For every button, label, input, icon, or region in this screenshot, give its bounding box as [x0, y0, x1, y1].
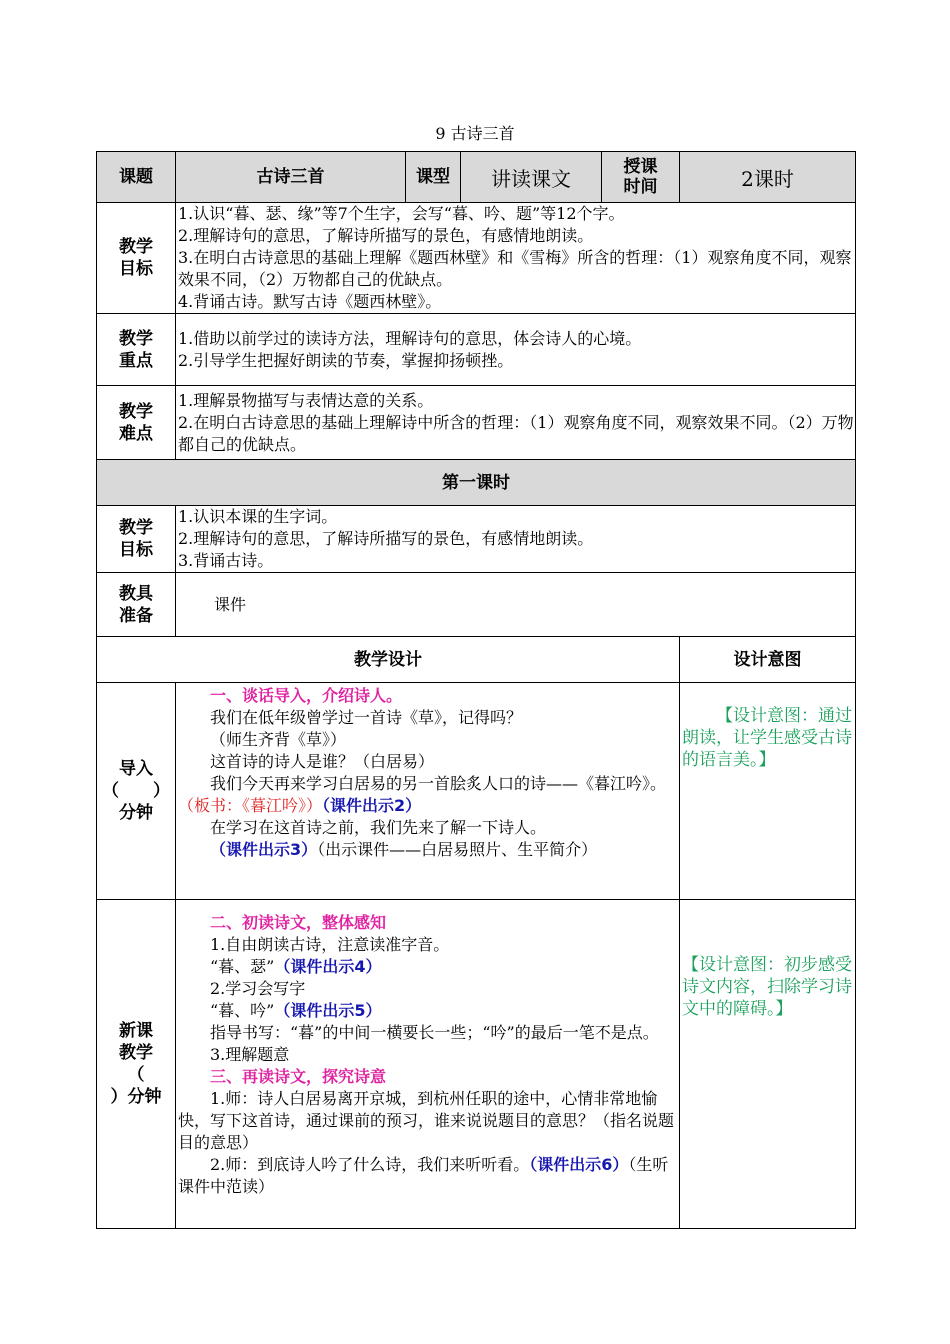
hours-label-line-2: 时间	[623, 177, 658, 197]
key-points-content	[176, 314, 856, 386]
newlesson-label	[97, 900, 176, 1229]
slide-ref: （课件出示3）	[210, 840, 318, 859]
slide-ref: （课件出示2）	[322, 796, 422, 815]
lesson1-goals-content	[176, 506, 856, 573]
newlesson-paragraph	[178, 956, 678, 978]
intro-paragraph	[178, 839, 678, 861]
lesson1-goal-item: 2.理解诗句的意思，了解诗所描写的景色，有感情地朗读。	[178, 529, 594, 548]
hours-label	[602, 152, 680, 203]
difficulties-label	[97, 386, 176, 460]
newlesson-label-line-2: 教学	[119, 1043, 153, 1063]
newlesson-paragraph: 3.理解题意	[210, 1045, 290, 1064]
newlesson-intent-text: 【设计意图：初步感受诗文内容，扫除学习诗文中的障碍。】	[682, 955, 852, 1019]
lesson1-goal-item: 1.认识本课的生字词。	[178, 507, 338, 526]
hours-label-line-1: 授课	[623, 157, 658, 177]
type-label: 课型	[406, 152, 461, 203]
goals-label	[97, 203, 176, 314]
newlesson-label-line-4: ）分钟	[110, 1087, 162, 1107]
intro-paragraph: 这首诗的诗人是谁？（白居易）	[210, 752, 435, 771]
intro-content	[176, 683, 680, 900]
intro-heading: 一、谈话导入，介绍诗人。	[210, 686, 403, 705]
intro-intent	[680, 683, 856, 900]
intro-intent-text: 【设计意图：通过朗读，让学生感受古诗的语言美。】	[682, 706, 852, 770]
intro-text: 我们今天再来学习白居易的另一首脍炙人口的诗——《暮江吟》。	[210, 774, 667, 793]
intro-label	[97, 683, 176, 900]
lesson-plan-table	[96, 151, 856, 1229]
slide-ref: （课件出示5）	[274, 1001, 382, 1020]
topic-label: 课题	[97, 152, 176, 203]
difficulties-label-line-1: 教学	[119, 401, 153, 422]
newlesson-paragraph	[178, 1154, 678, 1198]
intro-row	[97, 683, 856, 900]
newlesson-heading: 二、初读诗文，整体感知	[210, 913, 387, 932]
lesson1-goals-label	[97, 506, 176, 573]
intro-label-line-1: 导入	[119, 759, 153, 779]
hours-value: 2课时	[680, 152, 856, 203]
intro-paragraph: 我们在低年级曾学过一首诗《草》，记得吗？	[210, 708, 523, 727]
goal-item: 1.认识“暮、瑟、缘”等7个生字，会写“暮、吟、题”等12个字。	[178, 204, 625, 223]
design-header: 教学设计	[97, 637, 680, 683]
goals-row	[97, 203, 856, 314]
newlesson-content	[176, 900, 680, 1229]
intro-label-line-3: 分钟	[119, 803, 153, 823]
newlesson-paragraph: 1.自由朗读古诗，注意读准字音。	[210, 935, 450, 954]
intro-paragraph: 在学习在这首诗之前，我们先来了解一下诗人。	[210, 818, 547, 837]
key-points-label	[97, 314, 176, 386]
prep-label-line-2: 准备	[119, 605, 153, 626]
key-points-label-line-2: 重点	[119, 350, 153, 371]
newlesson-label-line-3: （	[127, 1065, 145, 1085]
prep-label-line-1: 教具	[119, 583, 153, 604]
newlesson-text: “暮、吟”	[210, 1001, 275, 1020]
goal-item: 2.理解诗句的意思，了解诗所描写的景色，有感情地朗读。	[178, 226, 594, 245]
newlesson-heading: 三、再读诗文，探究诗意	[210, 1067, 387, 1086]
goals-content	[176, 203, 856, 314]
newlesson-label-line-1: 新课	[119, 1021, 153, 1041]
board-note: （板书：《暮江吟》）	[178, 796, 323, 815]
goal-item: 3.在明白古诗意思的基础上理解《题西林壁》和《雪梅》所含的哲理：（1）观察角度不同，观察效果不同，（2）万物都自己的优缺点。	[178, 248, 852, 289]
lesson1-goals-label-line-1: 教学	[119, 518, 153, 538]
lesson1-title: 第一课时	[97, 460, 856, 506]
newlesson-paragraph: 指导书写：“暮”的中间一横要长一些；“吟”的最后一笔不是点。	[210, 1023, 659, 1042]
intro-paragraph: （师生齐背《草》）	[210, 730, 347, 749]
newlesson-text: 2.师：到底诗人吟了什么诗，我们来听听看。	[210, 1155, 530, 1174]
prep-row	[97, 573, 856, 637]
intro-paragraph	[178, 773, 678, 817]
document-title: 9 古诗三首	[435, 124, 515, 143]
key-points-label-line-1: 教学	[119, 328, 153, 349]
lesson1-goals-label-line-2: 目标	[119, 540, 153, 560]
difficulties-label-line-2: 难点	[119, 423, 153, 444]
goals-label-line-2: 目标	[119, 259, 153, 279]
type-value: 讲读课文	[461, 152, 602, 203]
goals-label-line-1: 教学	[119, 237, 153, 257]
difficulties-content	[176, 386, 856, 460]
newlesson-text: “暮、瑟”	[210, 957, 275, 976]
lesson1-goal-item: 3.背诵古诗。	[178, 551, 274, 570]
key-point-item: 1.借助以前学过的读诗方法，理解诗句的意思，体会诗人的心境。	[178, 328, 642, 348]
intent-header: 设计意图	[680, 637, 856, 683]
difficulty-item: 1.理解景物描写与表情达意的关系。	[178, 390, 434, 410]
slide-ref: （课件出示6）	[529, 1155, 629, 1174]
difficulties-row	[97, 386, 856, 460]
difficulty-item: 2.在明白古诗意思的基础上理解诗中所含的哲理：（1）观察角度不同，观察效果不同。（2）万物都自己的优缺点。	[178, 412, 854, 454]
design-header-row	[97, 637, 856, 683]
newlesson-intent	[680, 900, 856, 1229]
header-row	[97, 152, 856, 203]
lesson1-title-row	[97, 460, 856, 506]
newlesson-paragraph	[178, 1000, 678, 1022]
prep-value: 课件	[176, 573, 856, 637]
goal-item: 4.背诵古诗。默写古诗《题西林壁》。	[178, 292, 442, 311]
slide-ref: （课件出示4）	[274, 957, 382, 976]
newlesson-paragraph: 1.师：诗人白居易离开京城，到杭州任职的途中，心情非常地愉快，写下这首诗，通过课前的预习，谁来说说题目的意思？（指名说题目的意思）	[178, 1089, 675, 1152]
intro-label-line-2: （ ）	[102, 781, 170, 801]
newlesson-row	[97, 900, 856, 1229]
newlesson-paragraph: 2.学习会写字	[210, 979, 306, 998]
lesson1-goals-row	[97, 506, 856, 573]
newlesson-text: （生听课件中范读）	[178, 1155, 669, 1196]
prep-label	[97, 573, 176, 637]
intro-text: （出示课件——白居易照片、生平简介）	[317, 840, 598, 859]
key-point-item: 2.引导学生把握好朗读的节奏，掌握抑扬顿挫。	[178, 350, 514, 370]
topic-value: 古诗三首	[176, 152, 406, 203]
key-points-row	[97, 314, 856, 386]
